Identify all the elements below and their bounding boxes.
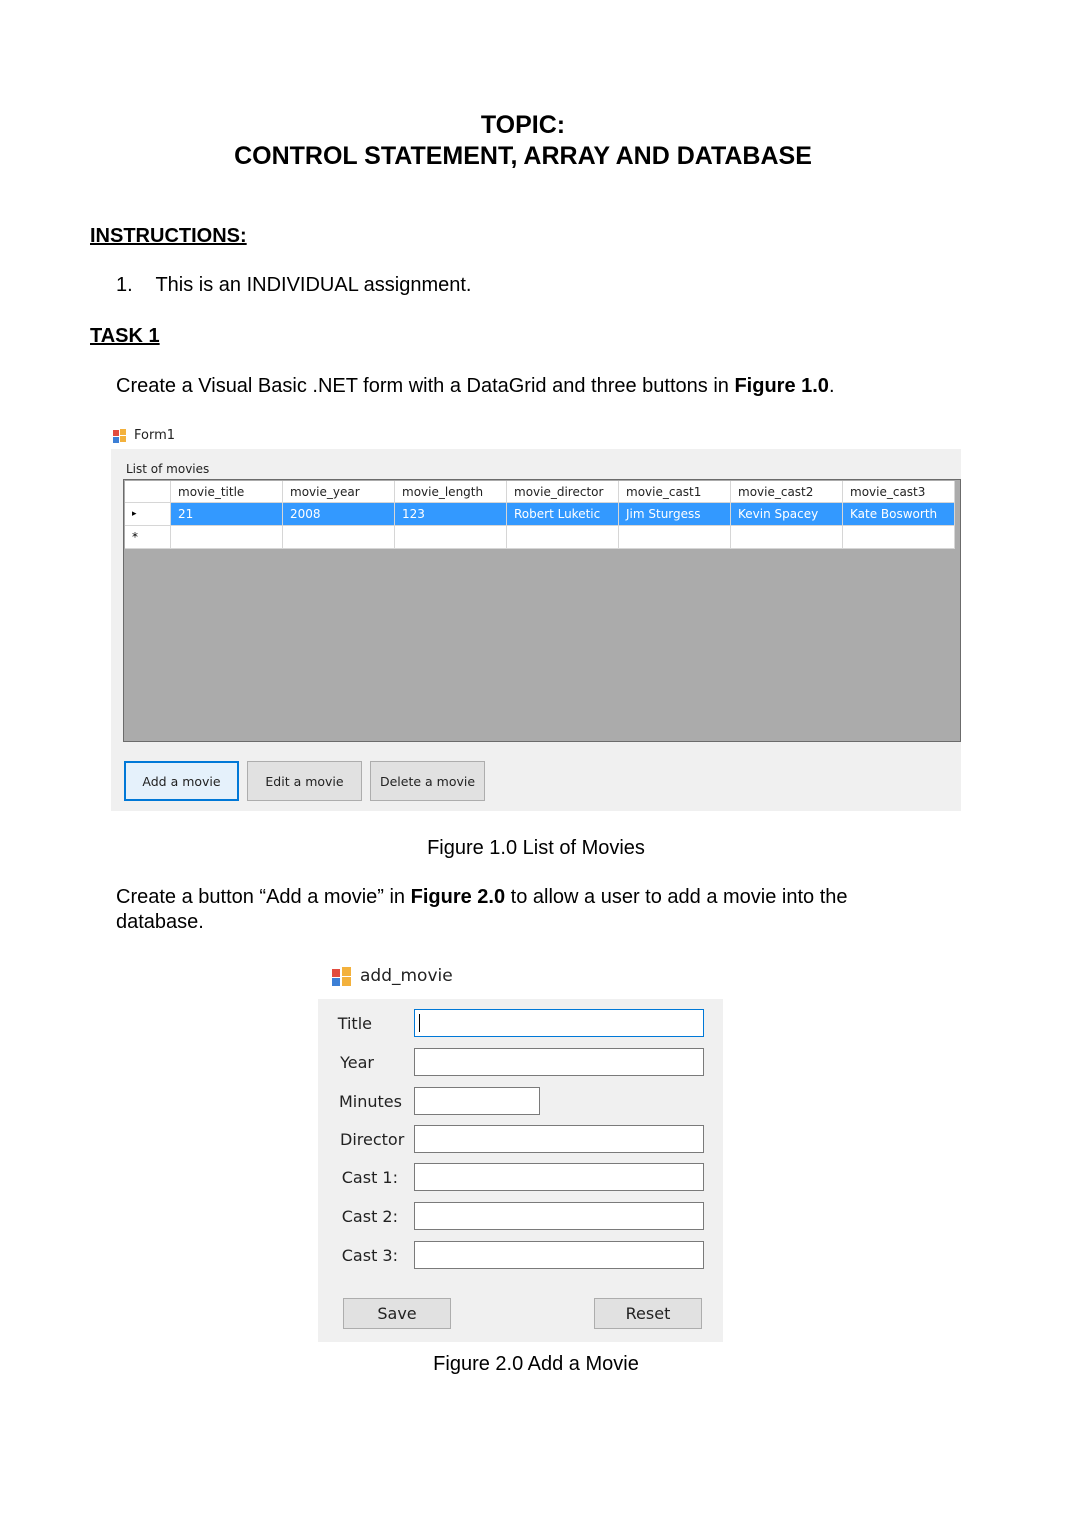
table-cell[interactable] [507,526,619,549]
task1-heading: TASK 1 [90,325,160,347]
task2-text: Create a button “Add a movie” in [116,886,411,908]
column-header[interactable]: movie_cast1 [619,481,731,503]
subject-line: CONTROL STATEMENT, ARRAY AND DATABASE [234,142,812,170]
instruction-item [116,273,472,298]
text-cursor [419,1014,420,1032]
table-cell[interactable]: Robert Luketic [507,503,619,526]
form1-titlebar [113,428,175,443]
instruction-number: 1. [116,274,133,296]
task2-text-end: to allow a user to add a movie into the [505,886,848,908]
minutes-label: Minutes [339,1092,402,1111]
cast2-input[interactable] [414,1202,704,1230]
figure2-caption: Figure 2.0 Add a Movie [433,1353,639,1375]
movies-table [125,481,955,549]
year-label: Year [340,1053,374,1072]
figure-reference: Figure 2.0 [410,886,506,908]
cast3-label: Cast 3: [341,1246,398,1265]
table-cell[interactable]: 2008 [283,503,395,526]
column-header[interactable]: movie_length [395,481,507,503]
document-title [0,110,1046,172]
save-button[interactable]: Save [343,1298,451,1329]
instructions-heading: INSTRUCTIONS: [90,225,247,247]
director-label: Director [340,1130,405,1149]
cast1-input[interactable] [414,1163,704,1191]
table-cell[interactable] [171,526,283,549]
new-row-marker[interactable]: * [125,526,171,549]
column-header[interactable]: movie_cast3 [843,481,955,503]
movies-datagrid[interactable] [123,479,961,742]
year-input[interactable] [414,1048,704,1076]
table-cell[interactable] [843,526,955,549]
figure-reference: Figure 1.0 [734,375,829,397]
cast3-input[interactable] [414,1241,704,1269]
cast1-label: Cast 1: [341,1168,398,1187]
table-cell[interactable]: Kevin Spacey [731,503,843,526]
title-label: Title [337,1014,372,1033]
column-header[interactable]: movie_cast2 [731,481,843,503]
column-header[interactable]: movie_director [507,481,619,503]
title-input[interactable] [414,1009,704,1037]
form1-window-title: Form1 [134,428,176,443]
row-header-corner [125,481,171,503]
task1-paragraph [116,374,835,399]
table-cell[interactable]: Jim Sturgess [619,503,731,526]
table-cell[interactable] [395,526,507,549]
add-movie-button[interactable]: Add a movie [124,761,239,801]
table-header-row [125,481,955,503]
director-input[interactable] [414,1125,704,1153]
figure1-caption: Figure 1.0 List of Movies [427,837,645,859]
task1-text-end: . [828,375,835,397]
new-row[interactable] [125,526,955,549]
app-window-icon [332,967,352,986]
minutes-input[interactable] [414,1087,540,1115]
column-header[interactable]: movie_title [171,481,283,503]
reset-button[interactable]: Reset [594,1298,702,1329]
table-cell[interactable]: Kate Bosworth [843,503,955,526]
table-cell[interactable]: 21 [171,503,283,526]
cast2-label: Cast 2: [341,1207,398,1226]
topic-line: TOPIC: [480,111,566,139]
task2-text-line2: database. [116,911,204,933]
instruction-text: This is an INDIVIDUAL assignment. [155,274,472,296]
add-movie-titlebar [332,966,453,986]
table-row[interactable] [125,503,955,526]
add-movie-window-title: add_movie [360,966,453,986]
table-cell[interactable] [731,526,843,549]
task1-text: Create a Visual Basic .NET form with a DataGrid and three buttons in [116,375,735,397]
app-window-icon [113,429,128,443]
column-header[interactable]: movie_year [283,481,395,503]
table-cell[interactable]: 123 [395,503,507,526]
table-cell[interactable] [619,526,731,549]
row-selector-icon[interactable]: ▸ [125,503,171,526]
grid-label: List of movies [126,462,210,476]
edit-movie-button[interactable]: Edit a movie [247,761,362,801]
delete-movie-button[interactable]: Delete a movie [370,761,485,801]
task2-paragraph [116,885,848,935]
table-cell[interactable] [283,526,395,549]
